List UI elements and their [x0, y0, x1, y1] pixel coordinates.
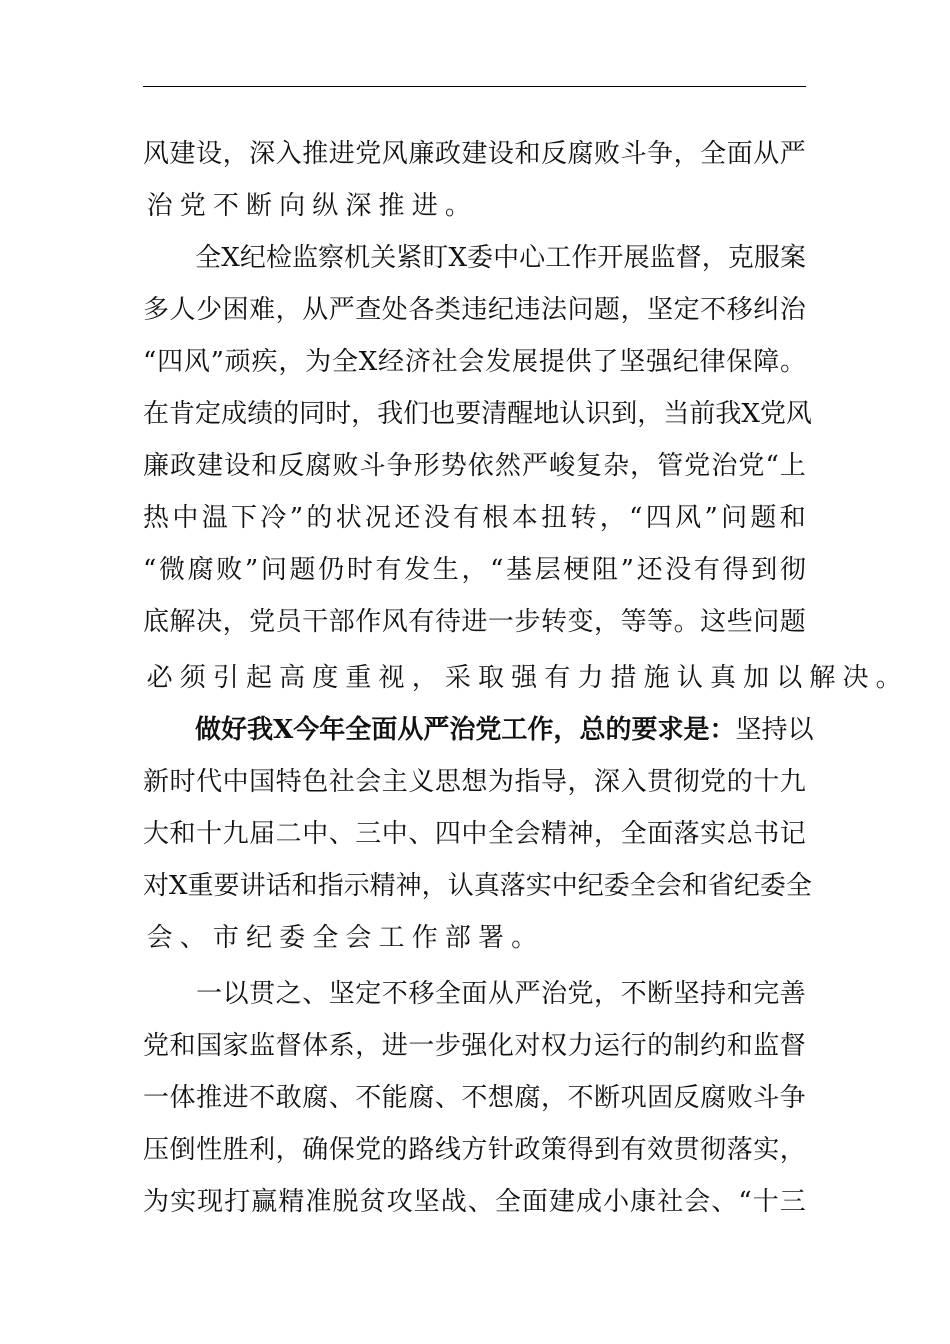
paragraph-line: 底 解 决 ， 党 员 干 部 作 风 有 待 进 一 步 转 变 ， 等 等 。 这 些 问 题 [143, 607, 806, 637]
paragraph-line: 会 、 市 纪 委 全 会 工 作 部 署 。 [146, 923, 538, 953]
paragraph-line: 治 党 不 断 向 纵 深 推 进 。 [146, 191, 471, 221]
paragraph-line: 做 好 我 X 今 年 全 面 从 严 治 党 工 作 ， 总 的 要 求 是 ： 坚 持 以 [195, 715, 814, 745]
paragraph-line: “ 四 风 ” 顽 疾 ， 为 全 X 经 济 社 会 发 展 提 供 了 坚 强 纪 律 保 障 。 [143, 347, 806, 377]
paragraph-line: 多 人 少 困 难 ， 从 严 查 处 各 类 违 纪 违 法 问 题 ， 坚 定 不 移 纠 治 [143, 295, 806, 325]
paragraph-line: 压 倒 性 胜 利 ， 确 保 党 的 路 线 方 针 政 策 得 到 有 效 贯 彻 落 实 ， [143, 1135, 806, 1165]
header-rule [143, 86, 806, 87]
paragraph-line: 全 X 纪 检 监 察 机 关 紧 盯 X 委 中 心 工 作 开 展 监 督 ， 克 服 案 [195, 243, 806, 273]
paragraph-line: 一 体 推 进 不 敢 腐 、 不 能 腐 、 不 想 腐 ， 不 断 巩 固 反 腐 败 斗 争 [143, 1083, 806, 1113]
paragraph-line: 风 建 设 ， 深 入 推 进 党 风 廉 政 建 设 和 反 腐 败 斗 争 ， 全 面 从 严 [143, 139, 806, 169]
paragraph-line: 廉 政 建 设 和 反 腐 败 斗 争 形 势 依 然 严 峻 复 杂 ， 管 党 治 党 “ 上 [143, 451, 806, 481]
paragraph-line: 为 实 现 打 赢 精 准 脱 贫 攻 坚 战 、 全 面 建 成 小 康 社 会 、 “ 十 三 [143, 1187, 806, 1217]
paragraph-line: 新 时 代 中 国 特 色 社 会 主 义 思 想 为 指 导 ， 深 入 贯 彻 党 的 十 九 [143, 767, 806, 797]
paragraph-line: 党 和 国 家 监 督 体 系 ， 进 一 步 强 化 对 权 力 运 行 的 制 约 和 监 督 [143, 1031, 806, 1061]
paragraph-line: 热 中 温 下 冷 ” 的 状 况 还 没 有 根 本 扭 转 ， “ 四 风 ” 问 题 和 [143, 503, 806, 533]
paragraph-line: 必 须 引 起 高 度 重 视 ， 采 取 强 有 力 措 施 认 真 加 以 解 决 。 [146, 663, 902, 693]
paragraph-line: 对 X 重 要 讲 话 和 指 示 精 神 ， 认 真 落 实 中 纪 委 全 会 和 省 纪 委 全 [143, 871, 812, 901]
paragraph-line: 一 以 贯 之 、 坚 定 不 移 全 面 从 严 治 党 ， 不 断 坚 持 和 完 善 [196, 979, 806, 1009]
paragraph-line: 在 肯 定 成 绩 的 同 时 ， 我 们 也 要 清 醒 地 认 识 到 ， 当 前 我 X 党 风 [143, 399, 812, 429]
paragraph-line: 大 和 十 九 届 二 中 、 三 中 、 四 中 全 会 精 神 ， 全 面 落 实 总 书 记 [143, 819, 806, 849]
paragraph-line: “ 微 腐 败 ” 问 题 仍 时 有 发 生 ， “ 基 层 梗 阻 ” 还 没 有 得 到 彻 [143, 555, 806, 585]
